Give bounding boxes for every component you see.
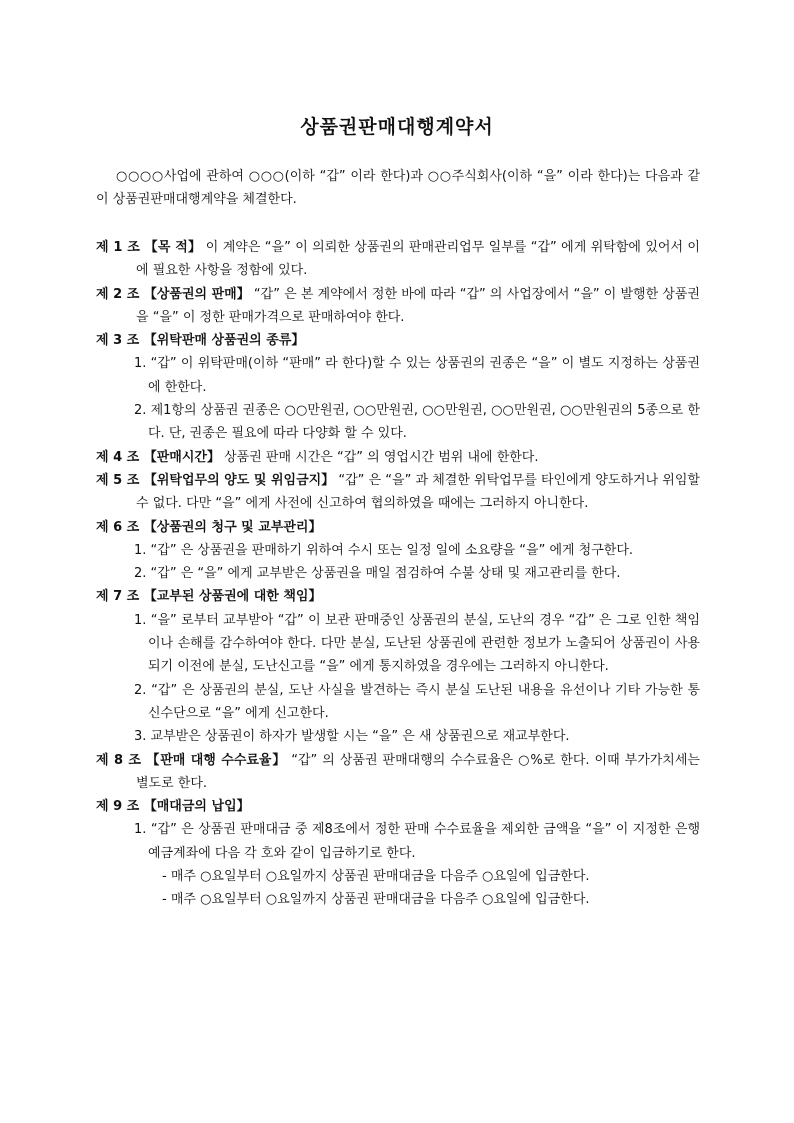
article-title: 【매대금의 납입】 <box>143 799 250 815</box>
article-item: 3. 교부받은 상품권이 하자가 발생할 시는 “을” 은 새 상품권으로 재교부한다. <box>134 729 570 745</box>
article-text: 이 계약은 “을” 이 의뢰한 상품권의 판매관리업무 일부를 “갑” 에게 위탁함에 있어서 이에 필요한 사항을 정함에 있다. <box>136 240 700 279</box>
article-line <box>96 236 700 283</box>
article-title: 【판매시간】 <box>143 449 220 465</box>
article-title: 【위탁판매 상품권의 종류】 <box>143 333 305 349</box>
article-title: 【판매 대행 수수료율】 <box>146 752 287 768</box>
article-line <box>96 585 700 608</box>
article <box>96 585 700 748</box>
article-number: 제 9 조 <box>96 799 144 815</box>
article-number: 제 8 조 <box>96 752 147 768</box>
article <box>96 283 700 330</box>
articles-list <box>96 236 700 912</box>
article-text: “갑” 은 본 계약에서 정한 바에 따라 “갑” 의 사업장에서 “을” 이 발행한 상품권을 “을” 이 정한 판매가격으로 판매하여야 한다. <box>136 286 700 325</box>
article-title: 【위탁업무의 양도 및 위임금지】 <box>143 472 335 488</box>
article-line <box>96 469 700 516</box>
article-number: 제 1 조 <box>96 240 145 255</box>
article-title: 【상품권의 청구 및 교부관리】 <box>143 519 322 535</box>
article-number: 제 7 조 <box>96 589 144 605</box>
article <box>96 795 700 911</box>
article-line <box>96 446 700 469</box>
article-item: 2. 제1항의 상품권 권종은 ○○만원권, ○○만원권, ○○만원권, ○○만원권, ○○만원권의 5종으로 한다. 단, 권종은 필요에 따라 다양화 할 수 있다. <box>134 403 700 442</box>
article-item: 1. “갑” 이 위탁판매(이하 “판매” 라 한다)할 수 있는 상품권의 권종은 “을” 이 별도 지정하는 상품권에 한한다. <box>134 356 700 395</box>
article-subitem: - 매주 ○요일부터 ○요일까지 상품권 판매대금을 다음주 ○요일에 입금한다. <box>162 869 590 885</box>
article-number: 제 5 조 <box>96 472 144 488</box>
article-subitem: - 매주 ○요일부터 ○요일까지 상품권 판매대금을 다음주 ○요일에 입금한다. <box>162 892 590 908</box>
article-number: 제 6 조 <box>96 519 144 535</box>
article-line <box>96 516 700 539</box>
article <box>96 329 700 445</box>
article-item: 1. “을” 로부터 교부받아 “갑” 이 보관 판매중인 상품권의 분실, 도난의 경우 “갑” 은 그로 인한 책임이나 손해를 감수하여야 한다. 다만 분실, 도난된 상품권에 관련한 정보가 노출되어 상품권이 사용되기 이전에 분실, 도난신고를 “을” 에게 통지하였을 경우에는 그러하지 아니한다. <box>134 612 700 675</box>
article <box>96 236 700 283</box>
intro-paragraph: ○○○○사업에 관하여 ○○○(이하 “갑” 이라 한다)과 ○○주식회사(이하 “을” 이라 한다)는 다음과 같이 상품권판매대행계약을 체결한다. <box>96 169 700 207</box>
article-number: 제 2 조 <box>96 286 144 302</box>
article <box>96 516 700 586</box>
article <box>96 469 700 516</box>
article-line <box>96 329 700 352</box>
article-title: 【교부된 상품권에 대한 책임】 <box>143 589 322 605</box>
article-text: “갑” 은 “을” 과 체결한 위탁업무를 타인에게 양도하거나 위임할 수 없다. 다만 “을” 에게 사전에 신고하여 협의하였을 때에는 그러하지 아니한다. <box>136 472 700 512</box>
article-line <box>96 283 700 330</box>
article-text: 상품권 판매 시간은 “갑” 의 영업시간 범위 내에 한한다. <box>219 449 539 465</box>
document-title: 상품권판매대행계약서 <box>300 116 494 138</box>
article-item: 1. “갑” 은 상품권을 판매하기 위하여 수시 또는 일정 일에 소요량을 “을” 에게 청구한다. <box>134 542 634 558</box>
article-item: 1. “갑” 은 상품권 판매대금 중 제8조에서 정한 판매 수수료율을 제외한 금액을 “을” 이 지정한 은행예금계좌에 다음 각 호와 같이 입금하기로 한다. <box>134 822 700 861</box>
article-item: 2. “갑” 은 “을” 에게 교부받은 상품권을 매일 점검하여 수불 상태 및 재고관리를 한다. <box>134 566 621 582</box>
article <box>96 446 700 469</box>
article-number: 제 3 조 <box>96 333 144 349</box>
article-line <box>96 795 700 818</box>
article-item: 2. “갑” 은 상품권의 분실, 도난 사실을 발견하는 즉시 분실 도난된 내용을 유선이나 기타 가능한 통신수단으로 “을” 에게 신고한다. <box>134 682 700 721</box>
article-title: 【목 적】 <box>144 240 202 255</box>
article-title: 【상품권의 판매】 <box>143 286 250 302</box>
article <box>96 749 700 796</box>
article-number: 제 4 조 <box>96 449 144 465</box>
article-text: “갑” 의 상품권 판매대행의 수수료율은 ○%로 한다. 이때 부가가치세는 별도로 한다. <box>136 752 700 791</box>
article-line <box>96 749 700 796</box>
